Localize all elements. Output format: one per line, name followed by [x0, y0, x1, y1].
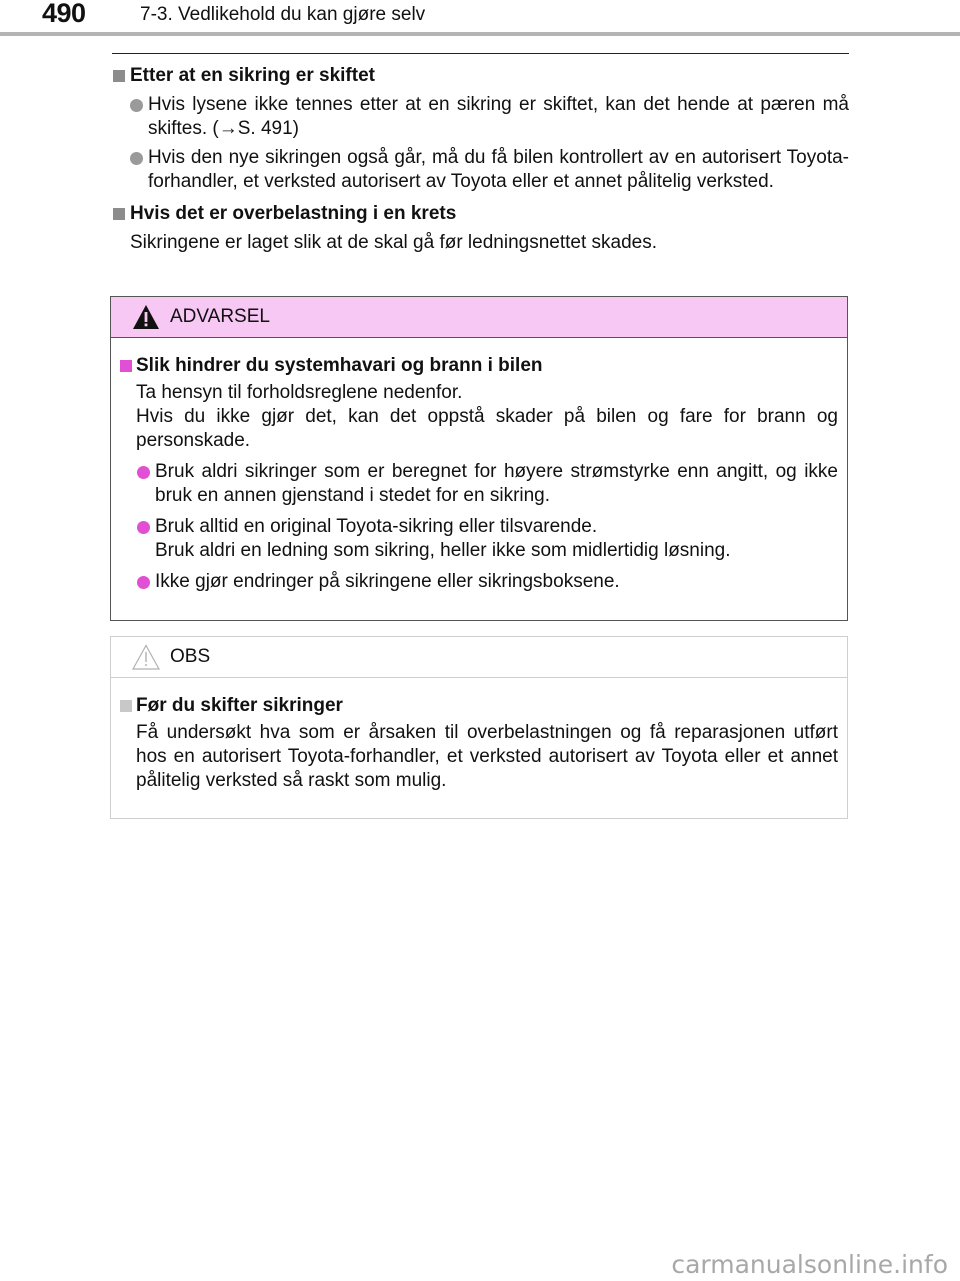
notice-heading: Før du skifter sikringer	[120, 694, 838, 718]
watermark: carmanualsonline.info	[671, 1250, 948, 1279]
chapter-title: 7-3. Vedlikehold du kan gjøre selv	[140, 4, 426, 25]
header-rule	[0, 32, 960, 36]
content-rule	[112, 53, 849, 54]
warning-intro-line: Ta hensyn til forholdsreglene nedenfor.	[136, 382, 463, 403]
bullet-item: Hvis den nye sikringen også går, må du få bilen kontrollert av en autorisert Toyota-forhandler, et verksted autorisert av Toyota eller et annet pålitelig verksted.	[112, 146, 849, 194]
main-content	[112, 64, 849, 255]
caution-triangle-icon	[132, 644, 160, 670]
section-heading-overload: Hvis det er overbelastning i en krets	[112, 202, 849, 226]
warning-bullet: Bruk aldri sikringer som er beregnet for høyere strømstyrke enn angitt, og ikke bruk en annen gjenstand i stedet for en sikring.	[120, 460, 838, 508]
warning-header	[111, 297, 847, 338]
warning-bullet-line: Bruk aldri en ledning som sikring, heller ikke som midlertidig løsning.	[155, 540, 731, 561]
warning-bullet: Ikke gjør endringer på sikringene eller sikringsboksene.	[120, 570, 838, 594]
warning-intro	[120, 381, 838, 453]
warning-bullet	[120, 515, 838, 563]
warning-intro-line: Hvis du ikke gjør det, kan det oppstå skader på bilen og fare for brann og personskade.	[136, 406, 838, 451]
warning-triangle-icon	[132, 304, 160, 330]
notice-body	[111, 678, 847, 793]
bullet-item: Hvis lysene ikke tennes etter at en sikring er skiftet, kan det hende at pæren må skiftes. (→S. 491)	[112, 93, 849, 141]
warning-bullet-line: Bruk alltid en original Toyota-sikring eller tilsvarende.	[155, 516, 598, 537]
section-text-overload: Sikringene er laget slik at de skal gå før ledningsnettet skades.	[130, 232, 658, 253]
notice-text: Få undersøkt hva som er årsaken til overbelastningen og få reparasjonen utført hos en autorisert Toyota-forhandler, et verksted autorisert av Toyota eller et annet pålitelig verksted så raskt som mulig.	[136, 722, 838, 791]
notice-box	[110, 636, 848, 819]
warning-body	[111, 338, 847, 594]
section-heading-fuse-replaced: Etter at en sikring er skiftet	[112, 64, 849, 88]
warning-box	[110, 296, 848, 621]
warning-title: ADVARSEL	[170, 306, 270, 327]
notice-title: OBS	[170, 646, 211, 667]
page-number: 490	[42, 0, 86, 28]
warning-heading: Slik hindrer du systemhavari og brann i bilen	[120, 354, 838, 378]
notice-header	[111, 637, 847, 678]
